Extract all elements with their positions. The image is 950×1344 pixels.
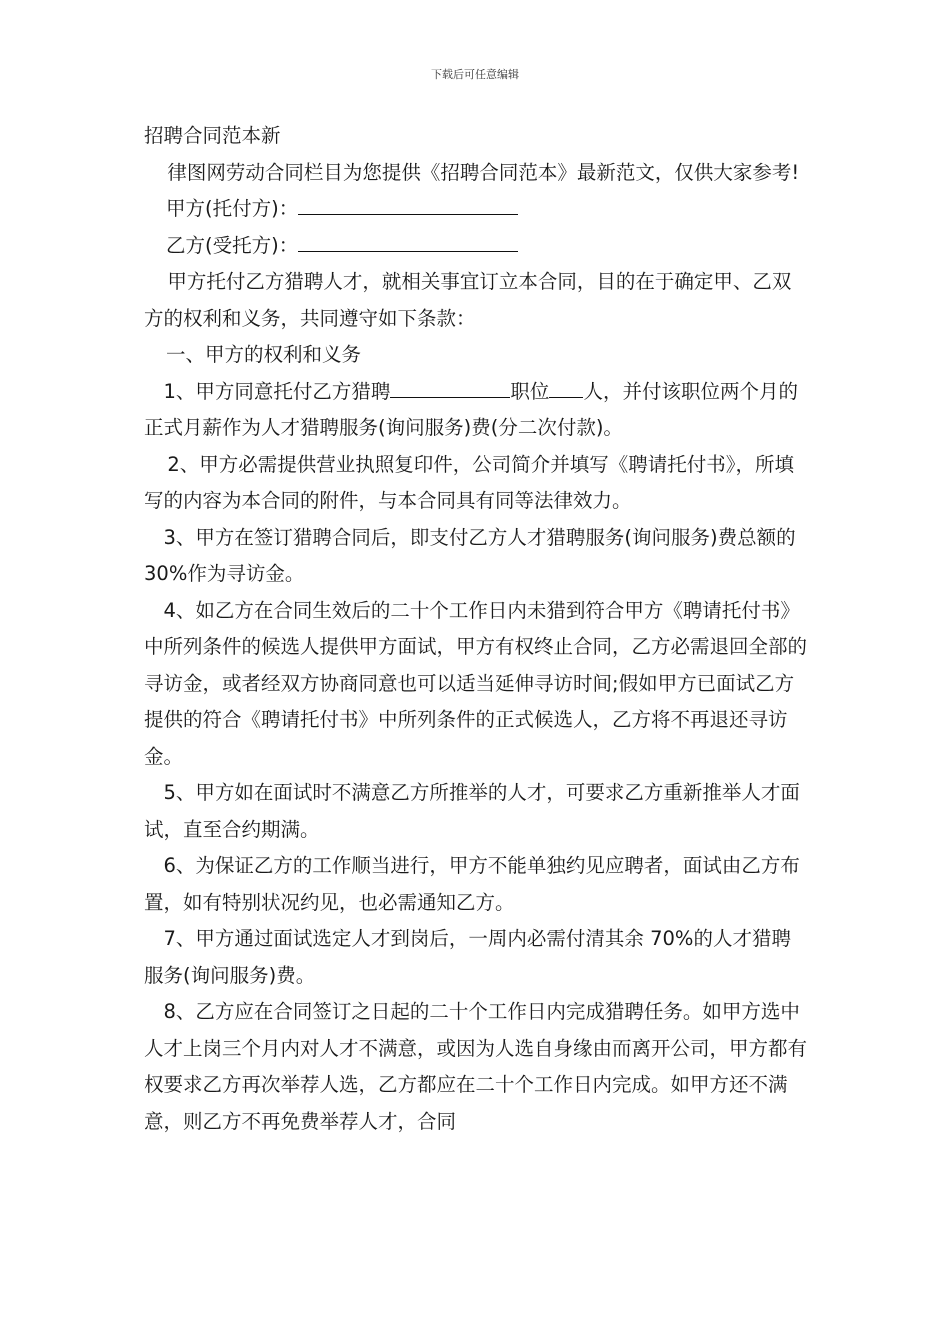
- document-title: 招聘合同范本新: [144, 124, 281, 147]
- clause-3: 3、甲方在签订猎聘合同后，即支付乙方人才猎聘服务(询问服务)费总额的 30%作为寻访金。: [144, 525, 796, 585]
- header-note: 下载后可任意编辑: [431, 68, 519, 81]
- clause-2: 2、甲方必需提供营业执照复印件，公司简介并填写《聘请托付书》，所填写的内容为本合同的附件，与本合同具有同等法律效力。: [144, 452, 795, 512]
- party-b-row: [144, 228, 808, 265]
- intro-paragraph: 律图网劳动合同栏目为您提供《招聘合同范本》最新范文，仅供大家参考!: [167, 160, 800, 184]
- clause-8: 8、乙方应在合同签订之日起的二十个工作日内完成猎聘任务。如甲方选中人才上岗三个月内对人才不满意，或因为人选自身缘由而离开公司，甲方都有权要求乙方再次举荐人选，乙方都应在二十个工作日内完成。如甲方还不满意，则乙方不再免费举荐人才，合同: [144, 1000, 808, 1133]
- clause-1: [144, 374, 808, 447]
- preamble-paragraph: 甲方托付乙方猎聘人才，就相关事宜订立本合同，目的在于确定甲、乙双方的权利和义务，共同遵守如下条款：: [144, 270, 792, 330]
- position-blank: [390, 376, 510, 397]
- clause-1-part-b: 职位: [510, 379, 550, 403]
- party-b-label: 乙方(受托方)：: [166, 233, 299, 257]
- clause-6: 6、为保证乙方的工作顺当进行，甲方不能单独约见应聘者，面试由乙方布置，如有特别状况约见，也必需通知乙方。: [144, 854, 800, 914]
- section1-heading: 一、甲方的权利和义务: [166, 343, 362, 366]
- clause-1-part-a: 1、甲方同意托付乙方猎聘: [163, 379, 391, 403]
- clause-1-part-c: 人，并付该职位两个月的正式月薪作为人才猎聘服务(询问服务)费(分二次付款)。: [144, 379, 798, 439]
- document-body: [144, 118, 808, 1140]
- clause-5: 5、甲方如在面试时不满意乙方所推举的人才，可要求乙方重新推举人才面试，直至合约期满。: [144, 781, 800, 841]
- headcount-blank: [549, 376, 583, 397]
- clause-4: 4、如乙方在合同生效后的二十个工作日内未猎到符合甲方《聘请托付书》中所列条件的候选人提供甲方面试，甲方有权终止合同，乙方必需退回全部的寻访金，或者经双方协商同意也可以适当延伸寻访时间;假如甲方已面试乙方提供的符合《聘请托付书》中所列条件的正式候选人，乙方将不再退还寻访金。: [144, 598, 808, 768]
- party-a-blank: [298, 194, 518, 215]
- party-a-label: 甲方(托付方)：: [166, 197, 299, 220]
- party-a-row: [144, 191, 808, 228]
- party-b-blank: [298, 230, 518, 251]
- clause-7: 7、甲方通过面试选定人才到岗后，一周内必需付清其余 70%的人才猎聘服务(询问服务)费。: [144, 927, 791, 987]
